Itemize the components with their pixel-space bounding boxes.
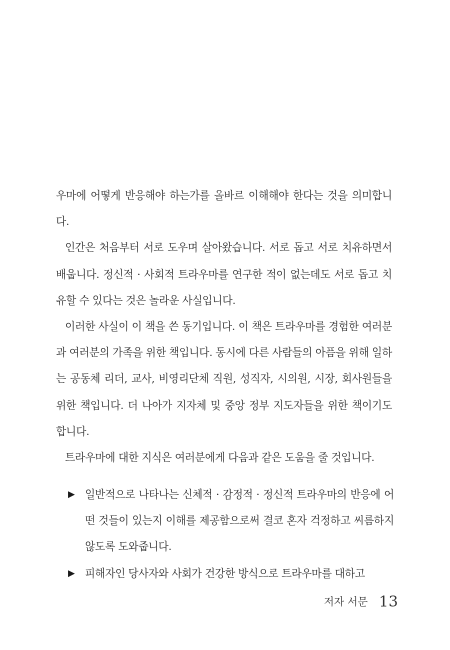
bullet-text: 일반적으로 나타나는 신체적 · 감정적 · 정신적 트라우마의 반응에 어떤 것들이 있는지 이해를 제공함으로써 결코 혼자 걱정하고 씨름하지 않도록 도와줍니다. [85,489,394,554]
paragraph: 트라우마에 대한 지식은 여러분에게 다음과 같은 도움을 줄 것입니다. [65,452,375,465]
paragraph: 인간은 처음부터 서로 도우며 살아왔습니다. 서로 돕고 서로 치유하면서 배웁니다. 정신적 · 사회적 트라우마를 연구한 적이 없는데도 서로 돕고 치유할 수 있다는 것은 놀라운 사실입니다. [56,242,392,307]
paragraph: 우마에 어떻게 반응해야 하는가를 올바르 이해해야 한다는 것을 의미합니다. [56,190,392,229]
bullet-item [68,561,394,587]
page-number: 13 [378,592,398,611]
triangle-bullet-icon: ▶ [68,490,75,500]
triangle-bullet-icon: ▶ [68,568,75,579]
body-text [56,183,392,471]
paragraph: 이러한 사실이 이 책을 쓴 동기입니다. 이 책은 트라우마를 경험한 여러분과 여러분의 가족을 위한 책입니다. 동시에 다른 사람들의 아픔을 위해 일하는 공동체 리더, 교사, 비영리단체 직원, 성직자, 시의원, 시장, 회사원들을 위한 책입니다. 더 나아가 지자체 및 중앙 정부 지도자들을 위한 책이기도 합니다. [56,321,392,438]
page-footer [324,591,398,611]
running-footer-section: 저자 서문 [323,596,368,608]
bullet-item [68,482,394,561]
bullet-list [68,482,394,587]
bullet-text: 피해자인 당사자와 사회가 건강한 방식으로 트라우마를 대하고 [85,567,365,580]
